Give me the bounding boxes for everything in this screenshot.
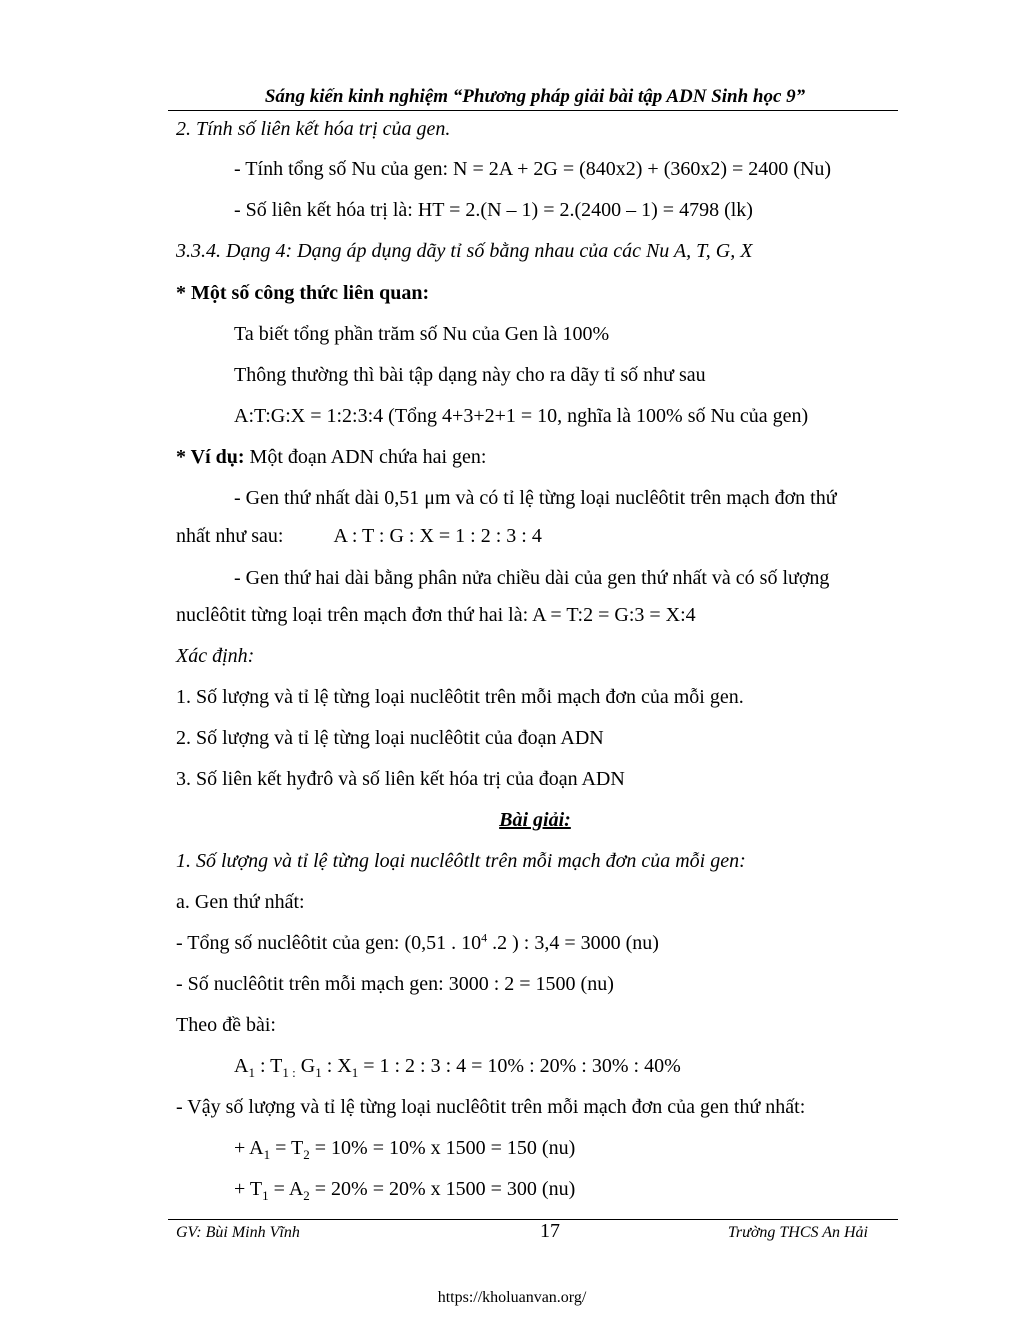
- paragraph-line: A:T:G:X = 1:2:3:4 (Tổng 4+3+2+1 = 10, nghĩa là 100% số Nu của gen): [234, 405, 809, 427]
- text-span: = 10% = 10% x 1500 = 150 (nu): [309, 1137, 576, 1159]
- header-rule: [168, 110, 898, 111]
- text-span: = 1 : 2 : 3 : 4 = 10% : 20% : 30% : 40%: [358, 1055, 681, 1077]
- paragraph-line: - Tính tổng số Nu của gen: N = 2A + 2G = (840x2) + (360x2) = 2400 (Nu): [234, 158, 832, 180]
- subscript: 1: [248, 1065, 255, 1080]
- document-header-title: Sáng kiến kinh nghiệm “Phương pháp giải bài tập ADN Sinh học 9”: [264, 86, 806, 107]
- paragraph-line: Ta biết tổng phần trăm số Nu của Gen là 100%: [234, 323, 610, 345]
- solution-heading-text: Bài giải:: [499, 809, 571, 831]
- subscript: 1: [263, 1147, 271, 1162]
- ratio-text: A : T : G : X = 1 : 2 : 3 : 4: [333, 525, 542, 547]
- text-span: A: [234, 1055, 249, 1077]
- paragraph-line: - Số nuclêôtit trên mỗi mạch gen: 3000 : 2 = 1500 (nu): [176, 973, 614, 995]
- paragraph-line: - Gen thứ hai dài bằng phân nửa chiều dài của gen thứ nhất và có số lượng: [234, 567, 830, 589]
- text-span: : X: [321, 1055, 352, 1077]
- superscript: 4: [481, 930, 488, 945]
- example-label: * Ví dụ:: [176, 446, 245, 468]
- paragraph-line: Thông thường thì bài tập dạng này cho ra dãy tỉ số như sau: [234, 364, 706, 386]
- subscript: 2: [303, 1147, 310, 1162]
- question-heading: Xác định:: [176, 645, 255, 667]
- subscript: 1: [262, 1188, 269, 1203]
- text-span: + T: [234, 1178, 263, 1200]
- text-span: = T: [270, 1137, 304, 1159]
- paragraph-line: [176, 932, 659, 955]
- text-span: .2 ) : 3,4 = 3000 (nu): [487, 932, 659, 954]
- subscript: 2: [303, 1188, 310, 1203]
- text-span: - Tổng số nuclêôtit của gen: (0,51 . 10: [176, 932, 482, 954]
- footer-school: Trường THCS An Hải: [727, 1224, 868, 1241]
- question-item: 1. Số lượng và tỉ lệ từng loại nuclêôtit trên mỗi mạch đơn của mỗi gen.: [176, 686, 744, 708]
- text-span: + A: [234, 1137, 264, 1159]
- source-url: https://kholuanvan.org/: [437, 1289, 587, 1306]
- subscript: 1: [351, 1065, 359, 1080]
- section-heading: 2. Tính số liên kết hóa trị của gen.: [176, 118, 451, 140]
- example-line: [176, 446, 486, 469]
- paragraph-line: - Số liên kết hóa trị là: HT = 2.(N – 1) = 2.(2400 – 1) = 4798 (lk): [234, 199, 753, 221]
- page-number: 17: [540, 1220, 560, 1242]
- solution-heading: [170, 809, 900, 832]
- formula-line: [234, 1055, 681, 1078]
- paragraph-line: - Vậy số lượng và tỉ lệ từng loại nuclêôtit trên mỗi mạch đơn của gen thứ nhất:: [176, 1096, 806, 1118]
- paragraph-line: nuclêôtit từng loại trên mạch đơn thứ hai là: A = T:2 = G:3 = X:4: [176, 604, 696, 626]
- formula-line: [234, 1178, 575, 1201]
- example-text: Một đoạn ADN chứa hai gen:: [244, 446, 487, 468]
- paragraph-line: [176, 525, 542, 548]
- text-span: nhất như sau:: [176, 525, 284, 547]
- text-span: G: [295, 1055, 316, 1077]
- question-item: 2. Số lượng và tỉ lệ từng loại nuclêôtit của đoạn ADN: [176, 727, 604, 749]
- section-heading: 1. Số lượng và tỉ lệ từng loại nuclêôtlt trên mỗi mạch đơn của mỗi gen:: [176, 850, 746, 872]
- text-span: = 20% = 20% x 1500 = 300 (nu): [309, 1178, 576, 1200]
- formula-line: [234, 1137, 575, 1160]
- question-item: 3. Số liên kết hyđrô và số liên kết hóa trị của đoạn ADN: [176, 768, 625, 790]
- paragraph-line: - Gen thứ nhất dài 0,51 μm và có tỉ lệ từng loại nuclêôtit trên mạch đơn thứ: [234, 487, 837, 509]
- paragraph-line: a. Gen thứ nhất:: [176, 891, 305, 913]
- footer-author: GV: Bùi Minh Vĩnh: [176, 1224, 300, 1241]
- subheading: * Một số công thức liên quan:: [176, 282, 430, 304]
- section-heading: 3.3.4. Dạng 4: Dạng áp dụng dãy tỉ số bằng nhau của các Nu A, T, G, X: [176, 240, 753, 262]
- subscript: 1 :: [282, 1065, 296, 1080]
- text-span: = A: [268, 1178, 304, 1200]
- subscript: 1: [315, 1065, 322, 1080]
- text-span: : T: [254, 1055, 283, 1077]
- paragraph-line: Theo đề bài:: [176, 1014, 276, 1036]
